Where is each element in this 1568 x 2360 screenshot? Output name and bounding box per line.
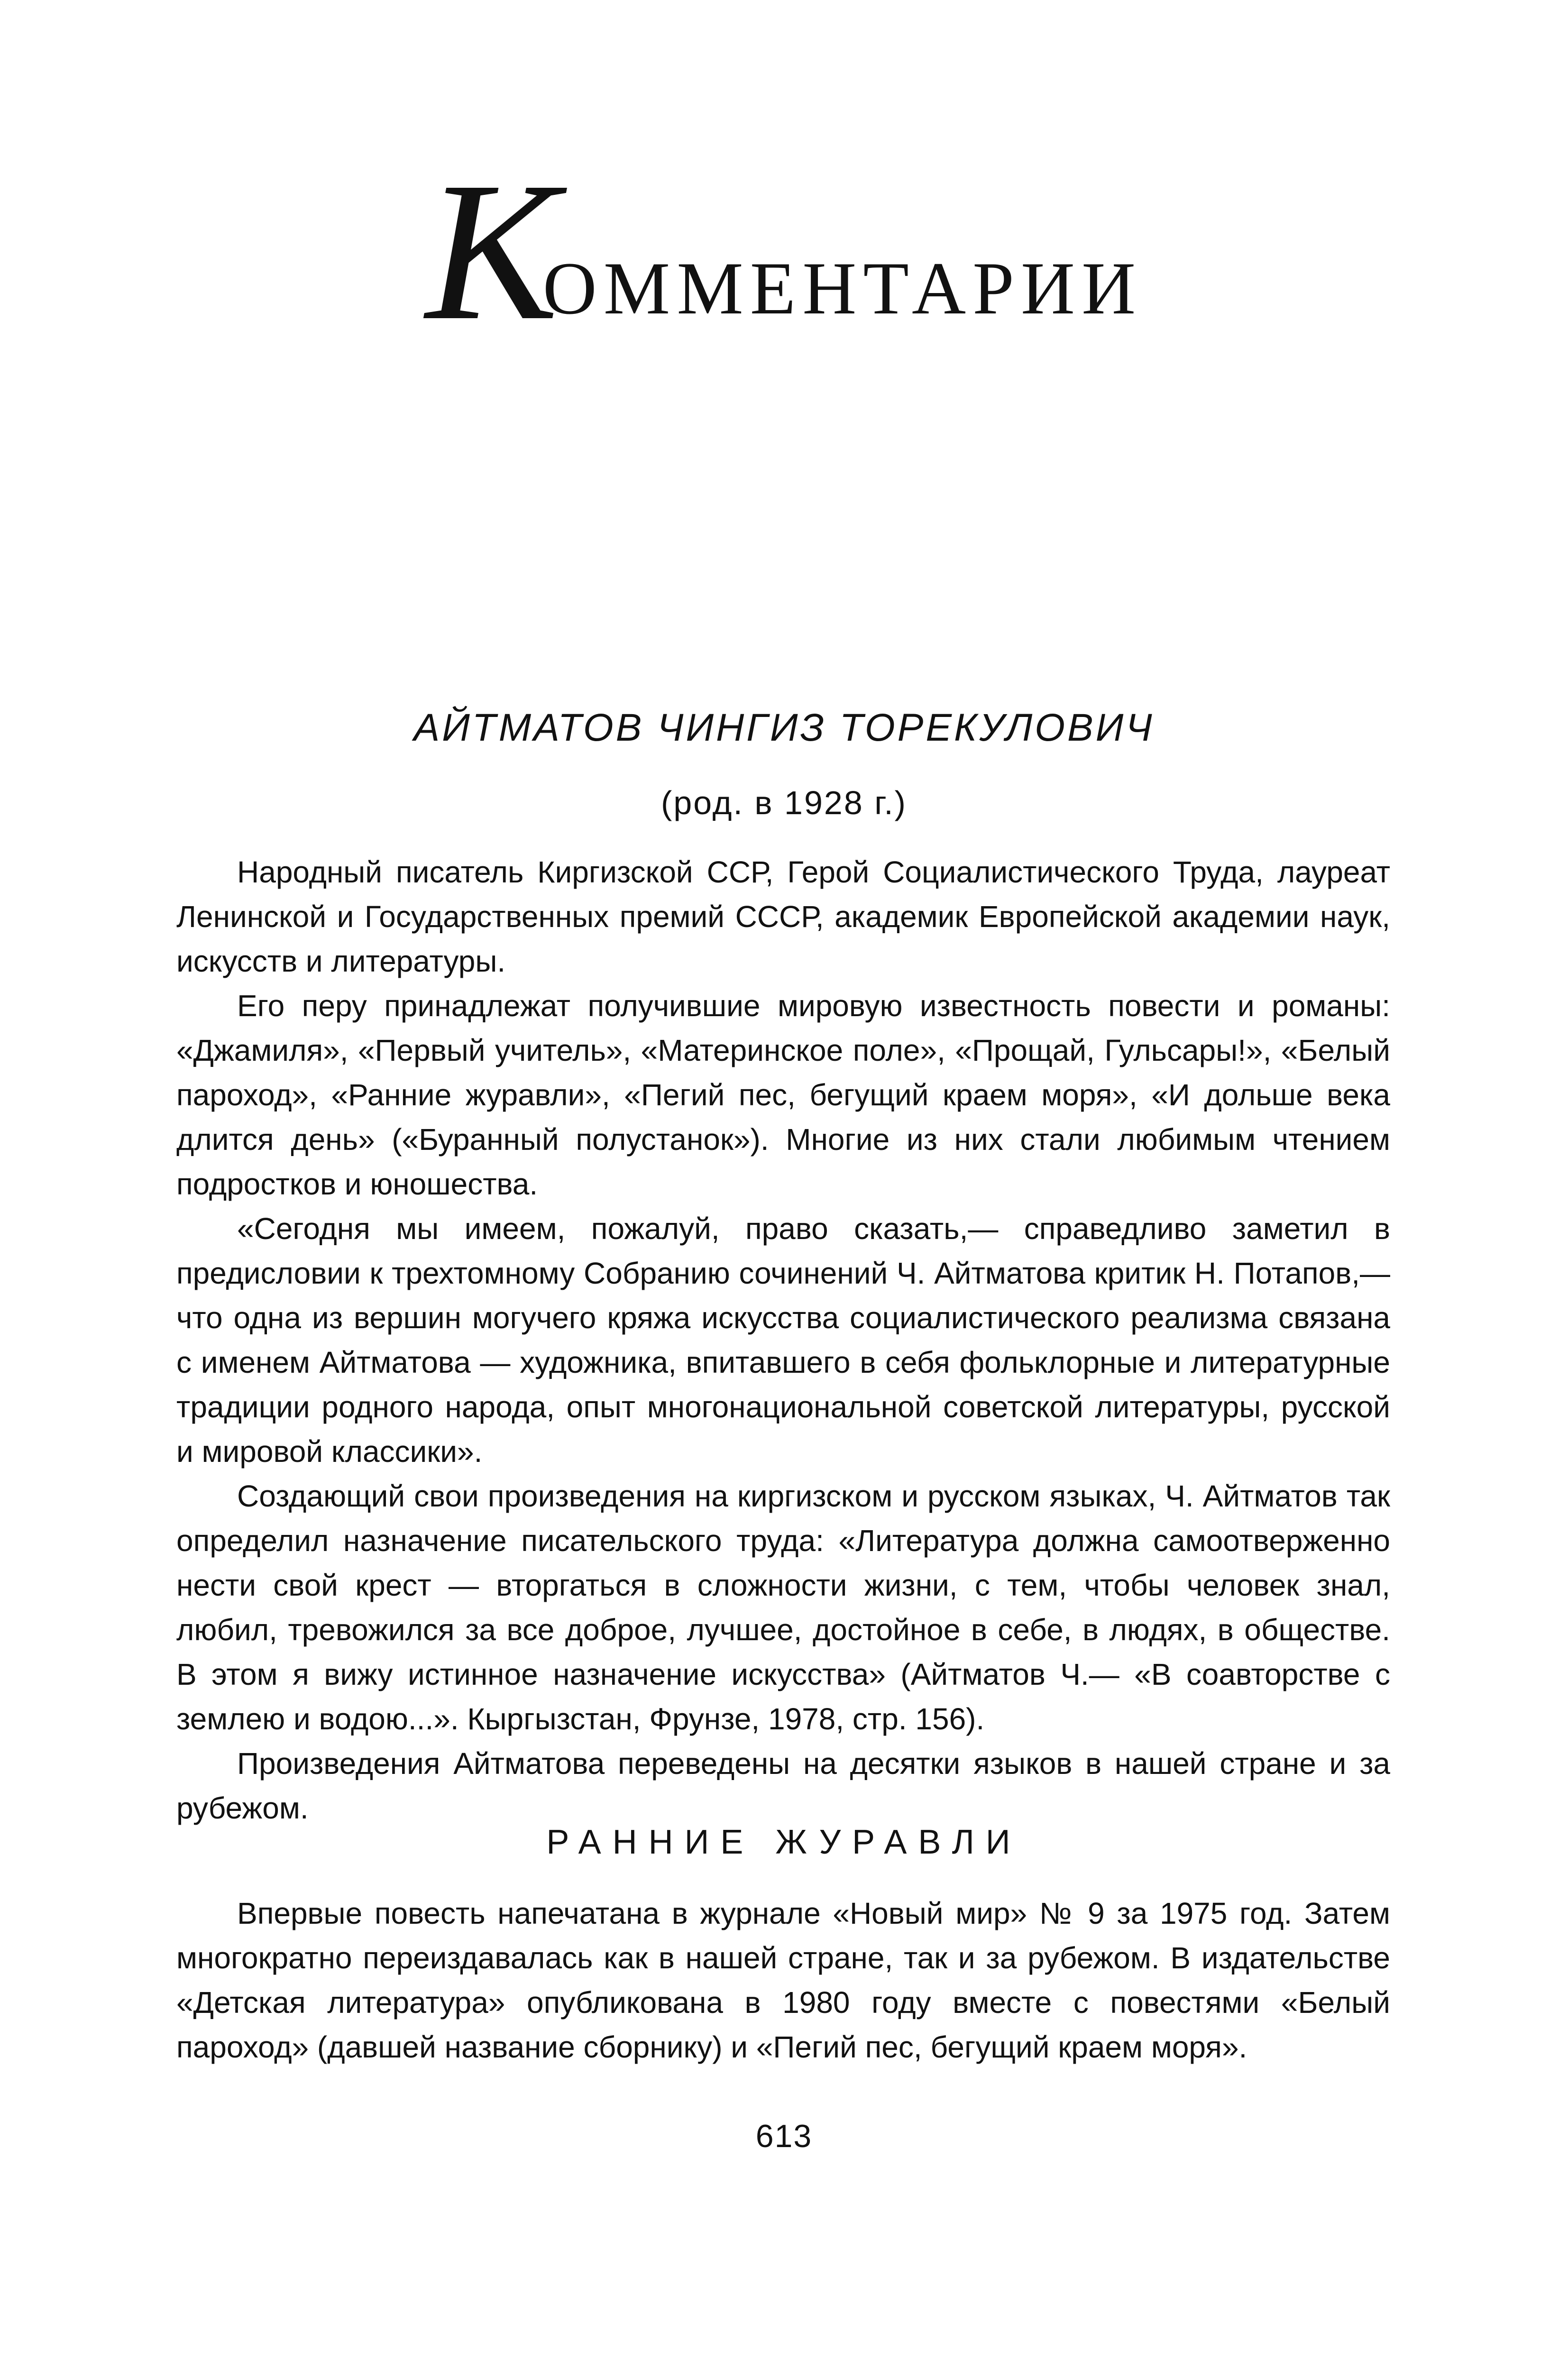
work-note-paragraph: Впервые повесть напечатана в журнале «Новый мир» № 9 за 1975 год. Затем многократно переиздавалась как в нашей стране, так и за рубежом. В издательстве «Детская литература» опубликована в 1980 году вместе с повестями «Белый пароход» (давшей название сборнику) и «Пегий пес, бегущий краем моря». <box>176 1896 1390 2064</box>
bio-paragraph: «Сегодня мы имеем, пожалуй, право сказать,— справедливо заметил в предисловии к трехтомному Собранию сочинений Ч. Айтматова критик Н. Потапов,— что одна из вершин могучего кряжа искусства социалистического реализма связана с именем Айтматова — художника, впитавшего в себя фольклорные и литературные традиции родного народа, опыт многонациональной советской литературы, русской и мировой классики». <box>176 1212 1390 1469</box>
section-heading <box>0 141 1568 361</box>
author-biography <box>176 850 1390 1830</box>
bio-paragraph: Создающий свои произведения на киргизском и русском языках, Ч. Айтматов так определил назначение писательского труда: «Литература должна самоотверженно нести свой крест — вторгаться в сложности жизни, с тем, чтобы человек знал, любил, тревожился за все доброе, лучшее, достойное в себе, в людях, в обществе. В этом я вижу истинное назначение искусства» (Айтматов Ч.— «В соавторстве с землею и водою...». Кыргызстан, Фрунзе, 1978, стр. 156). <box>176 1479 1390 1736</box>
heading-initial-letter: К <box>425 141 562 361</box>
bio-paragraph: Его перу принадлежат получившие мировую известность повести и романы: «Джамиля», «Первый учитель», «Материнское поле», «Прощай, Гульсары!», «Белый пароход», «Ранние журавли», «Пегий пес, бегущий краем моря», «И дольше века длится день» («Буранный полустанок»). Многие из них стали любимым чтением подростков и юношества. <box>176 989 1390 1201</box>
work-title: РАННИЕ ЖУРАВЛИ <box>546 1823 1022 1861</box>
work-note <box>176 1891 1390 2069</box>
bio-paragraph: Народный писатель Киргизской ССР, Герой Социалистического Труда, лауреат Ленинской и Государственных премий СССР, академик Европейской академии наук, искусств и литературы. <box>176 855 1390 978</box>
author-name: АЙТМАТОВ ЧИНГИЗ ТОРЕКУЛОВИЧ <box>413 706 1155 749</box>
bio-paragraph: Произведения Айтматова переведены на десятки языков в нашей стране и за рубежом. <box>176 1746 1390 1825</box>
heading-rest: ОММЕНТАРИИ <box>542 247 1143 330</box>
page-number: 613 <box>755 2118 813 2154</box>
author-dates: (род. в 1928 г.) <box>661 784 907 821</box>
